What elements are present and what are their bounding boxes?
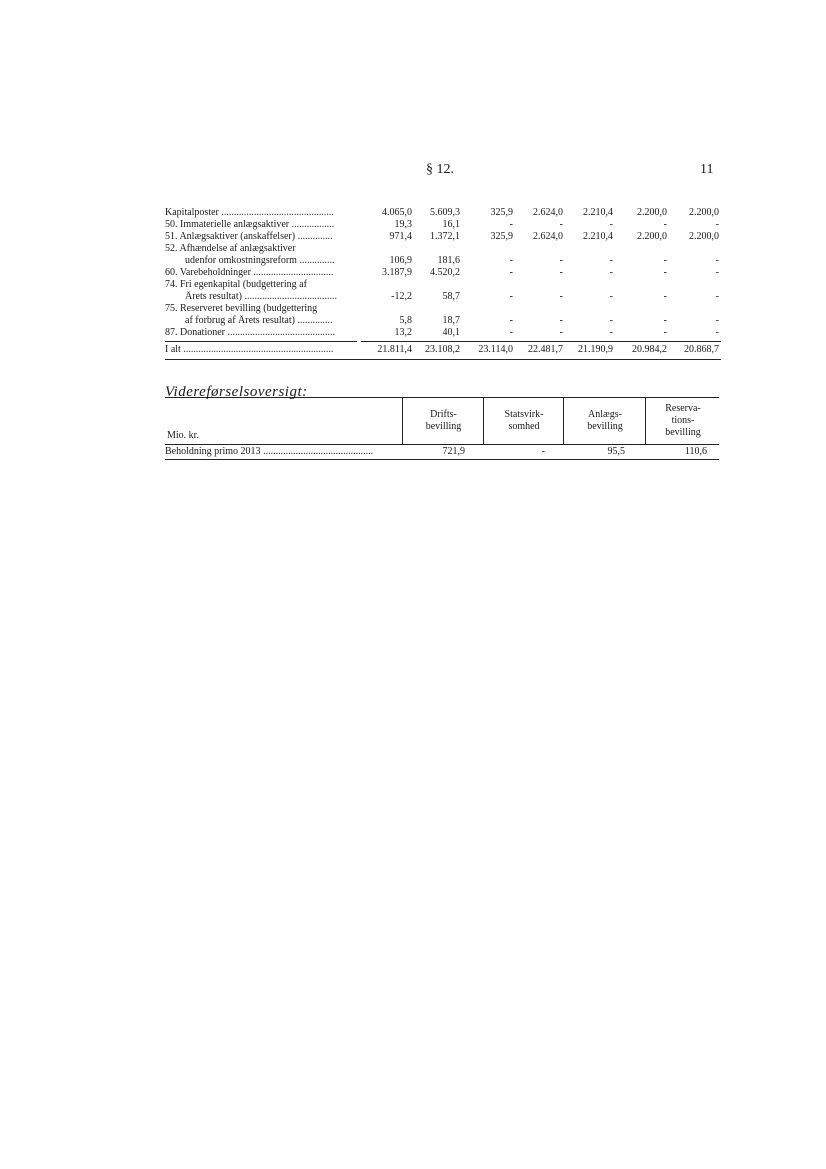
- divider: [165, 341, 357, 342]
- cell-value: 325,9: [490, 207, 513, 218]
- cell-value: -: [559, 291, 563, 302]
- cell-value: -: [609, 315, 613, 326]
- cell-value: 2.200,0: [637, 207, 667, 218]
- cell-value: -: [663, 315, 667, 326]
- row-label: 52. Afhændelse af anlægsaktiver: [165, 243, 296, 254]
- carryover-header: [165, 397, 719, 445]
- cell-value: 110,6: [684, 446, 707, 457]
- row-label: 60. Varebeholdninger ................................: [165, 267, 334, 278]
- cell-value: -: [663, 291, 667, 302]
- cell-value: -: [663, 267, 667, 278]
- cell-value: -: [559, 315, 563, 326]
- table-row: [165, 279, 721, 291]
- cell-value: -: [509, 219, 513, 230]
- column-header: Drifts- bevilling: [402, 398, 484, 444]
- cell-value: 3.187,9: [382, 267, 412, 278]
- cell-value: 2.624,0: [533, 231, 563, 242]
- cell-value: -: [609, 267, 613, 278]
- cell-value: 5,8: [399, 315, 412, 326]
- row-label: 74. Fri egenkapital (budgettering af: [165, 279, 307, 290]
- cell-value: 21.190,9: [578, 344, 613, 355]
- row-label: Beholdning primo 2013 ............................................: [165, 446, 374, 457]
- cell-value: -: [715, 291, 719, 302]
- cell-value: 23.114,0: [478, 344, 513, 355]
- cell-value: -: [559, 327, 563, 338]
- section-title: Videreførselsoversigt:: [165, 384, 308, 400]
- row-label: 50. Immaterielle anlægsaktiver .................: [165, 219, 335, 230]
- cell-value: -: [541, 446, 545, 457]
- table-row: [165, 445, 719, 460]
- row-label: 51. Anlægsaktiver (anskaffelser) ..............: [165, 231, 333, 242]
- cell-value: 2.210,4: [583, 207, 613, 218]
- cell-value: 721,9: [442, 446, 465, 457]
- table-row: [165, 231, 721, 243]
- row-label: udenfor omkostningsreform ..............: [185, 255, 335, 266]
- row-label: I alt ............................................................: [165, 344, 334, 355]
- cell-value: 106,9: [389, 255, 412, 266]
- table-row: [165, 327, 721, 339]
- row-label: 87. Donationer ...........................................: [165, 327, 335, 338]
- cell-value: 16,1: [442, 219, 460, 230]
- column-header: Reserva- tions- bevilling: [645, 398, 720, 444]
- cell-value: 181,6: [437, 255, 460, 266]
- cell-value: 325,9: [490, 231, 513, 242]
- cell-value: 20.868,7: [684, 344, 719, 355]
- row-label: af forbrug af Årets resultat) ..............: [185, 315, 333, 326]
- table-row: [165, 255, 721, 267]
- table-row: [165, 291, 721, 303]
- cell-value: -: [663, 219, 667, 230]
- cell-value: -: [715, 255, 719, 266]
- cell-value: 20.984,2: [632, 344, 667, 355]
- cell-value: -: [609, 327, 613, 338]
- cell-value: 95,5: [607, 446, 625, 457]
- cell-value: 58,7: [442, 291, 460, 302]
- cell-value: 2.624,0: [533, 207, 563, 218]
- cell-value: 4.065,0: [382, 207, 412, 218]
- table-row: [165, 219, 721, 231]
- cell-value: -: [715, 267, 719, 278]
- section-header: § 12.: [426, 162, 454, 177]
- cell-value: 2.210,4: [583, 231, 613, 242]
- table-row: [165, 267, 721, 279]
- divider: [361, 341, 721, 342]
- unit-label: Mio. kr.: [167, 430, 199, 441]
- row-label: 75. Reserveret bevilling (budgettering: [165, 303, 318, 314]
- table-row: [165, 315, 721, 327]
- cell-value: 2.200,0: [689, 231, 719, 242]
- cell-value: -: [509, 315, 513, 326]
- carryover-table: [165, 397, 719, 460]
- divider: [165, 359, 721, 360]
- cell-value: -: [559, 255, 563, 266]
- cell-value: 22.481,7: [528, 344, 563, 355]
- cell-value: -: [663, 327, 667, 338]
- cell-value: -: [509, 267, 513, 278]
- cell-value: 19,3: [394, 219, 412, 230]
- cell-value: 23.108,2: [425, 344, 460, 355]
- cell-value: -: [559, 267, 563, 278]
- cell-value: 971,4: [389, 231, 412, 242]
- cell-value: 2.200,0: [637, 231, 667, 242]
- cell-value: -: [715, 219, 719, 230]
- cell-value: -: [509, 327, 513, 338]
- cell-value: -12,2: [391, 291, 412, 302]
- cell-value: 2.200,0: [689, 207, 719, 218]
- cell-value: -: [715, 327, 719, 338]
- cell-value: 18,7: [442, 315, 460, 326]
- row-label: Kapitalposter .............................................: [165, 207, 334, 218]
- cell-value: 4.520,2: [430, 267, 460, 278]
- table-row: [165, 303, 721, 315]
- cell-value: -: [609, 255, 613, 266]
- cell-value: -: [559, 219, 563, 230]
- cell-value: -: [509, 291, 513, 302]
- cell-value: 13,2: [394, 327, 412, 338]
- cell-value: -: [509, 255, 513, 266]
- column-header: Statsvirk- somhed: [483, 398, 564, 444]
- cell-value: 5.609,3: [430, 207, 460, 218]
- cell-value: 21.811,4: [377, 344, 412, 355]
- page-number: 11: [700, 162, 714, 177]
- cell-value: 1.372,1: [430, 231, 460, 242]
- table-row: [165, 207, 721, 219]
- cell-value: -: [609, 219, 613, 230]
- cell-value: -: [609, 291, 613, 302]
- column-header: Anlægs- bevilling: [563, 398, 646, 444]
- table-row: [165, 243, 721, 255]
- cell-value: -: [715, 315, 719, 326]
- row-label: Årets resultat) .....................................: [185, 291, 337, 302]
- cell-value: 40,1: [442, 327, 460, 338]
- total-row: [165, 344, 721, 356]
- cell-value: -: [663, 255, 667, 266]
